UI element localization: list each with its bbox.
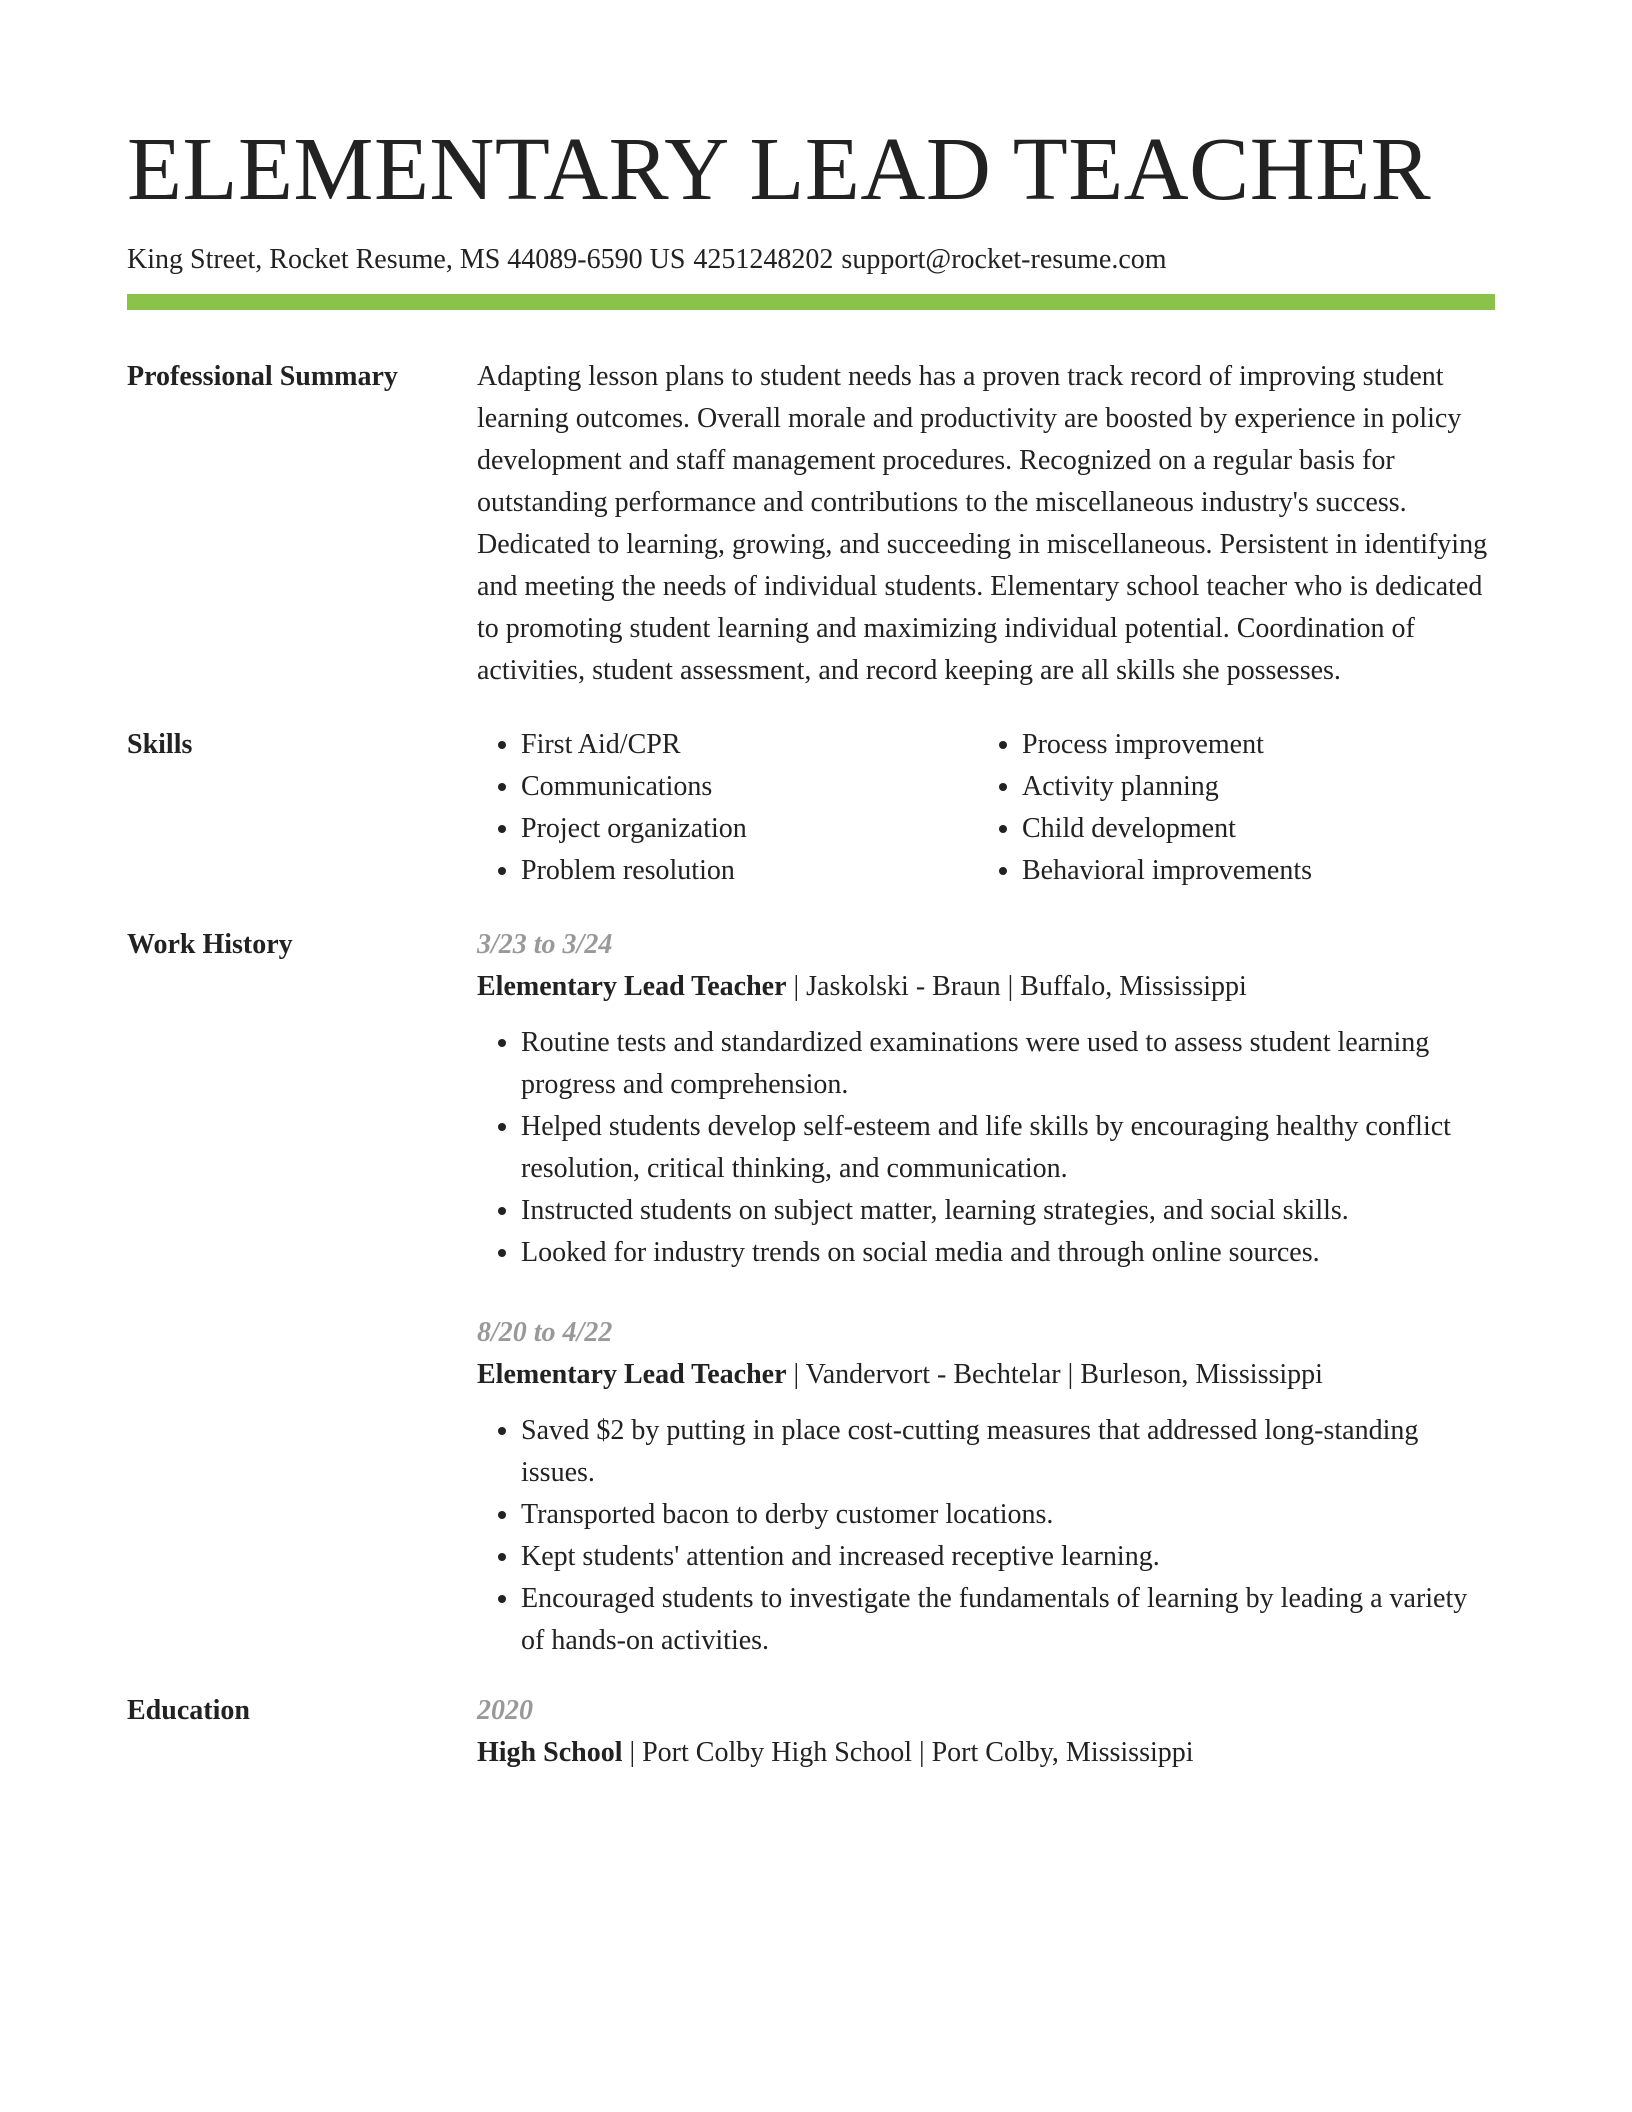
skill-item: • Communications xyxy=(521,766,978,808)
skill-item: • Behavioral improvements xyxy=(1022,850,1479,892)
summary-heading: Professional Summary xyxy=(127,361,398,392)
job-dates: 3/23 to 3/24 xyxy=(477,929,613,960)
job-bullets xyxy=(477,1022,1495,1274)
skills-heading: Skills xyxy=(127,729,193,760)
job-entry xyxy=(477,1312,1495,1662)
resume-page xyxy=(127,120,1495,1774)
skills-column-left xyxy=(477,724,978,892)
job-details: | Jaskolski - Braun | Buffalo, Mississippi xyxy=(786,971,1247,1002)
contact-address: King Street, Rocket Resume, MS 44089-6590 US xyxy=(127,244,686,275)
job-title: Elementary Lead Teacher xyxy=(477,971,787,1002)
job-bullet: • Kept students' attention and increased receptive learning. xyxy=(521,1536,1495,1578)
education-heading-line xyxy=(477,1732,1495,1774)
skill-item: • Problem resolution xyxy=(521,850,978,892)
education-details: | Port Colby High School | Port Colby, Mississippi xyxy=(622,1737,1194,1768)
job-dates: 8/20 to 4/22 xyxy=(477,1317,613,1348)
job-bullet: • Instructed students on subject matter, learning strategies, and social skills. xyxy=(521,1190,1495,1232)
education-degree: High School xyxy=(477,1737,623,1768)
education-heading: Education xyxy=(127,1695,250,1726)
job-bullet: • Transported bacon to derby customer locations. xyxy=(521,1494,1495,1536)
work-history-section xyxy=(127,924,1495,1662)
job-heading xyxy=(477,1354,1495,1396)
job-bullet: • Encouraged students to investigate the fundamentals of learning by leading a variety of hands-on activities. xyxy=(521,1578,1495,1662)
skill-item: • Process improvement xyxy=(1022,724,1479,766)
skill-item: • Project organization xyxy=(521,808,978,850)
job-title: Elementary Lead Teacher xyxy=(477,1359,787,1390)
contact-phone: 4251248202 xyxy=(693,244,834,275)
work-history-heading: Work History xyxy=(127,929,293,960)
education-year: 2020 xyxy=(477,1695,533,1726)
job-bullet: • Looked for industry trends on social media and through online sources. xyxy=(521,1232,1495,1274)
job-bullets xyxy=(477,1410,1495,1662)
education-section xyxy=(127,1690,1495,1774)
job-bullet: • Helped students develop self-esteem and life skills by encouraging healthy conflict resolution, critical thinking, and communication. xyxy=(521,1106,1495,1190)
job-entry xyxy=(477,924,1495,1274)
skill-item: • Child development xyxy=(1022,808,1479,850)
skill-item: • Activity planning xyxy=(1022,766,1479,808)
skill-item: • First Aid/CPR xyxy=(521,724,978,766)
job-heading xyxy=(477,966,1495,1008)
contact-line xyxy=(127,242,1495,278)
candidate-name: ELEMENTARY LEAD TEACHER xyxy=(127,120,1432,219)
job-details: | Vandervort - Bechtelar | Burleson, Mississippi xyxy=(786,1359,1323,1390)
contact-email: support@rocket-resume.com xyxy=(841,244,1167,275)
skills-section xyxy=(127,724,1495,892)
skills-grid xyxy=(477,724,1495,892)
job-bullet: • Routine tests and standardized examinations were used to assess student learning progress and comprehension. xyxy=(521,1022,1495,1106)
header-divider xyxy=(127,294,1495,310)
job-bullet: • Saved $2 by putting in place cost-cutting measures that addressed long-standing issues. xyxy=(521,1410,1495,1494)
summary-section xyxy=(127,356,1495,692)
skills-column-right xyxy=(978,724,1479,892)
summary-text: Adapting lesson plans to student needs has a proven track record of improving student learning outcomes. Overall morale and productivity are boosted by experience in policy development and staff management procedures. Recognized on a regular basis for outstanding performance and contributions to the miscellaneous industry's success. Dedicated to learning, growing, and succeeding in miscellaneous. Persistent in identifying and meeting the needs of individual students. Elementary school teacher who is dedicated to promoting student learning and maximizing individual potential. Coordination of activities, student assessment, and record keeping are all skills she possesses. xyxy=(477,361,1488,686)
